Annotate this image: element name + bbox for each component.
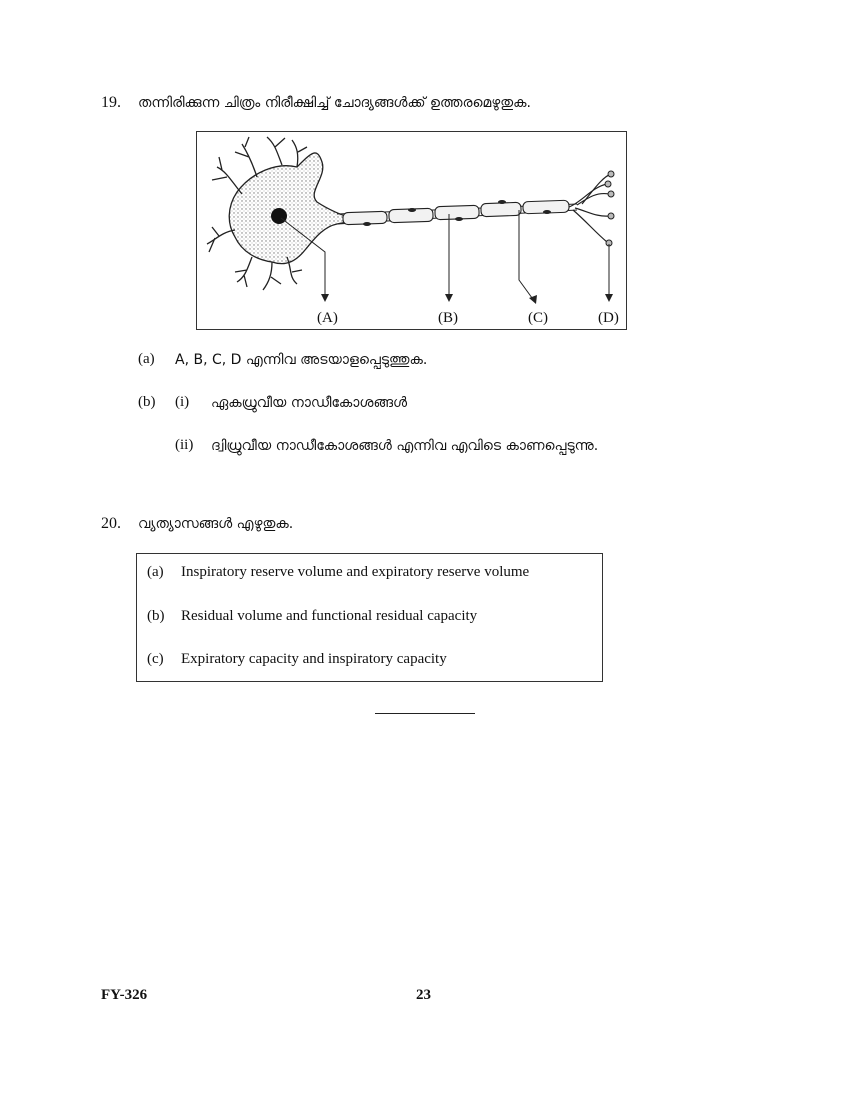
part-b-i-label: (i) xyxy=(175,394,190,410)
neuron-figure xyxy=(196,131,627,330)
synaptic-knobs xyxy=(605,171,614,246)
neuron-diagram xyxy=(197,132,628,331)
figure-label-d: (D) xyxy=(598,310,619,326)
part-b-label: (b) xyxy=(138,394,156,410)
nucleus xyxy=(271,208,287,224)
question-19-number: 19. xyxy=(101,94,121,111)
part-a-text: A, B, C, D എന്നിവ അടയാളപ്പെടുത്തുക. xyxy=(175,352,428,368)
page-number: 23 xyxy=(416,987,431,1003)
end-of-section-divider xyxy=(375,713,475,714)
cell-body xyxy=(229,153,357,264)
item-label: (b) xyxy=(147,608,165,624)
part-a-label: (a) xyxy=(138,351,155,367)
item-text: Residual volume and functional residual capacity xyxy=(181,608,478,624)
figure-label-c: (C) xyxy=(528,310,548,326)
part-b-ii-label: (ii) xyxy=(175,437,194,453)
question-19-instruction: തന്നിരിക്കുന്ന ചിത്രം നിരീക്ഷിച്ച് ചോദ്യങ്ങൾക്ക് ഉത്തരമെഴുതുക. xyxy=(138,95,531,111)
figure-label-b: (B) xyxy=(438,310,458,326)
table-row xyxy=(147,608,477,625)
question-20-instruction: വ്യത്യാസങ്ങൾ എഴുതുക. xyxy=(138,516,294,532)
myelin-sheath xyxy=(343,200,569,225)
item-text: Inspiratory reserve volume and expiratory reserve volume xyxy=(181,564,530,580)
footer-code: FY-326 xyxy=(101,987,148,1003)
arrowheads xyxy=(321,294,613,304)
table-row xyxy=(147,564,529,581)
part-b-ii-text: ദ്വിധ്രുവീയ നാഡീകോശങ്ങൾ എന്നിവ എവിടെ കാണപ്പെടുന്നു. xyxy=(211,438,599,454)
differences-table xyxy=(136,553,603,682)
part-b-i-text: ഏകധ്രുവീയ നാഡീകോശങ്ങൾ xyxy=(211,395,408,411)
item-text: Expiratory capacity and inspiratory capacity xyxy=(181,651,447,667)
figure-label-a: (A) xyxy=(317,310,338,326)
item-label: (a) xyxy=(147,564,164,580)
question-20-number: 20. xyxy=(101,515,121,532)
item-label: (c) xyxy=(147,651,164,667)
table-row xyxy=(147,651,447,668)
